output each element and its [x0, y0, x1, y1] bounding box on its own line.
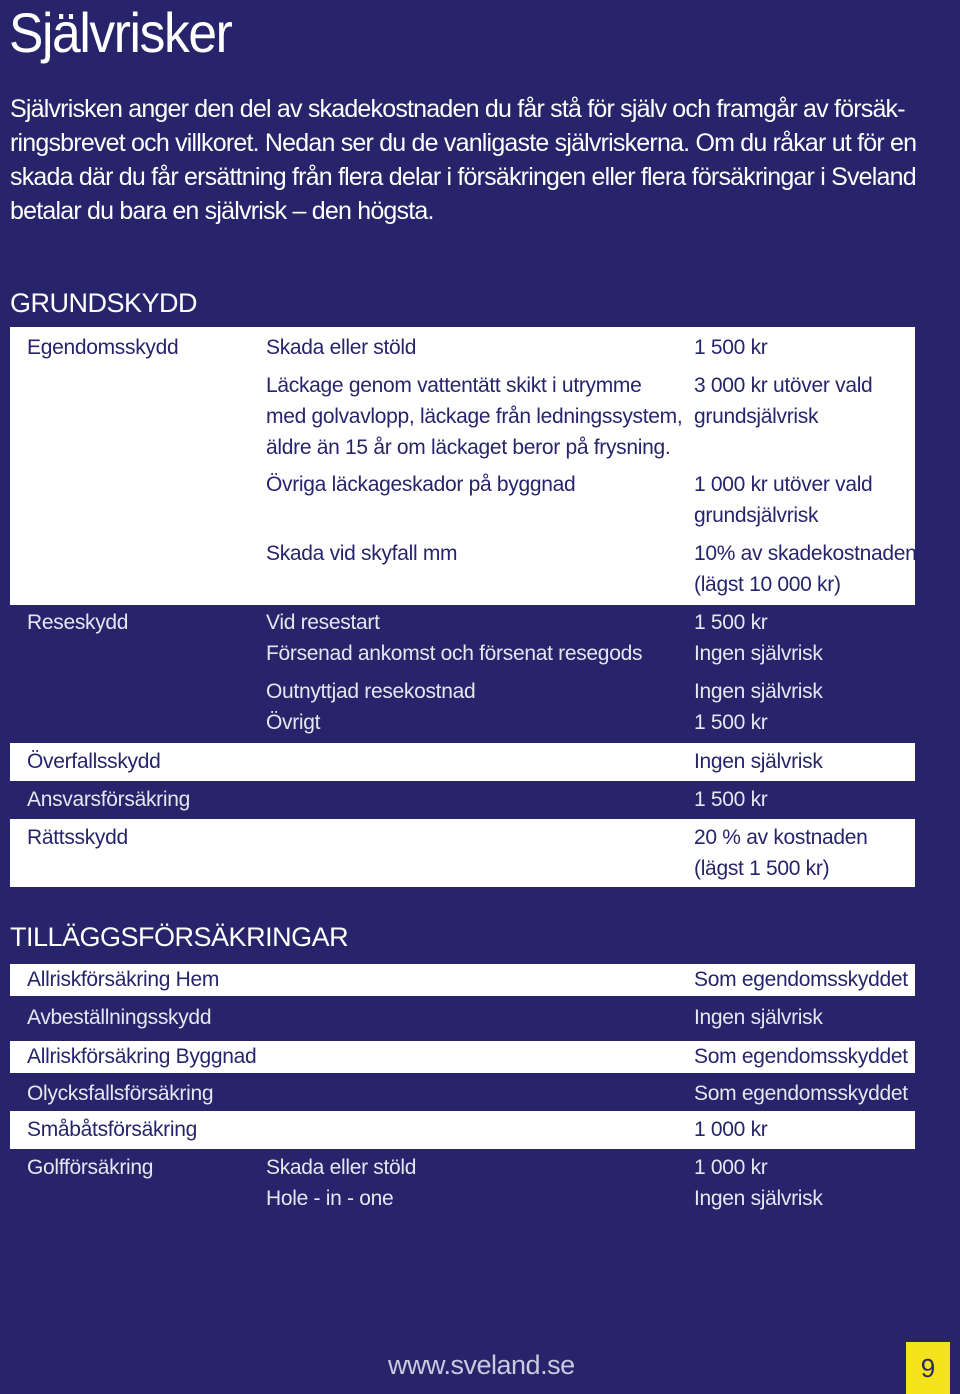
- row-description: Outnyttjad resekostnad Övrigt: [266, 680, 476, 734]
- row-deductible: Som egendomsskyddet: [694, 1082, 908, 1105]
- page-title: Självrisker: [9, 1, 232, 64]
- row-deductible: 10% av skadekostnaden (lägst 10 000 kr): [694, 542, 917, 596]
- row-deductible: 1 500 kr: [694, 788, 768, 811]
- tillagg-table: [10, 964, 915, 1219]
- row-category: Överfallsskydd: [27, 750, 161, 773]
- row-deductible: 1 500 kr Ingen självrisk: [694, 611, 823, 665]
- table-row: [10, 996, 915, 1041]
- row-deductible: 1 000 kr utöver vald grundsjälvrisk: [694, 473, 873, 527]
- row-category: Allriskförsäkring Byggnad: [27, 1045, 257, 1068]
- table-row: [10, 1073, 915, 1111]
- reseskydd-block: [10, 605, 915, 743]
- row-category: Allriskförsäkring Hem: [27, 968, 220, 991]
- footer-website-link[interactable]: www.sveland.se: [388, 1350, 575, 1380]
- table-row: [10, 1149, 915, 1219]
- row-deductible: 1 000 kr: [694, 1118, 768, 1141]
- row-description: Vid resestart Försenad ankomst och försenat resegods: [266, 611, 643, 665]
- row-deductible: Som egendomsskyddet: [694, 1045, 908, 1068]
- row-deductible: Ingen självrisk 1 500 kr: [694, 680, 823, 734]
- table-row: [10, 1111, 915, 1149]
- grundskydd-heading: GRUNDSKYDD: [10, 288, 198, 318]
- row-deductible: Som egendomsskyddet: [694, 968, 908, 991]
- row-category: Rättsskydd: [27, 826, 128, 849]
- row-description: Skada eller stöld Hole - in - one: [266, 1156, 417, 1210]
- row-description: Skada eller stöld: [266, 336, 417, 359]
- intro-paragraph: Självrisken anger den del av skadekostnaden du får stå för själv och framgår av försäk-ringsbrevet och villkoret. Nedan ser du de vanligaste självriskerna. Om du råkar ut för en skada där du får ersättning från flera delar i försäkringen eller flera försäkringar i Sveland betalar du bara en självrisk – den högsta.: [10, 95, 917, 225]
- row-deductible: 20 % av kostnaden (lägst 1 500 kr): [694, 826, 868, 880]
- row-category: Småbåtsförsäkring: [27, 1118, 197, 1141]
- row-description: Läckage genom vattentätt skikt i utrymme med golvavlopp, läckage från ledningssystem, äldre än 15 år om läckaget beror på frysning.: [266, 374, 683, 459]
- row-description: Övriga läckageskador på byggnad: [266, 473, 576, 496]
- page-number: 9: [906, 1342, 950, 1394]
- row-category: Avbeställningsskydd: [27, 1006, 212, 1029]
- row-category: Ansvarsförsäkring: [27, 788, 190, 811]
- row-category: Reseskydd: [27, 611, 129, 634]
- row-category: Egendomsskydd: [27, 336, 179, 359]
- row-category: Golfförsäkring: [27, 1156, 154, 1179]
- table-row: [10, 964, 915, 996]
- row-deductible: 3 000 kr utöver vald grundsjälvrisk: [694, 374, 873, 428]
- table-row: [10, 819, 915, 887]
- table-row: [10, 743, 915, 781]
- tillagg-heading: TILLÄGGSFÖRSÄKRINGAR: [10, 922, 349, 952]
- row-deductible: 1 500 kr: [694, 336, 768, 359]
- row-deductible: 1 000 kr Ingen självrisk: [694, 1156, 823, 1210]
- grundskydd-table: [10, 327, 915, 887]
- table-row: [10, 781, 915, 819]
- row-description: Skada vid skyfall mm: [266, 542, 458, 565]
- row-deductible: Ingen självrisk: [694, 1006, 823, 1029]
- egendomsskydd-block: [10, 327, 915, 605]
- table-row: [10, 1041, 915, 1073]
- row-category: Olycksfallsförsäkring: [27, 1082, 214, 1105]
- row-deductible: Ingen självrisk: [694, 750, 823, 773]
